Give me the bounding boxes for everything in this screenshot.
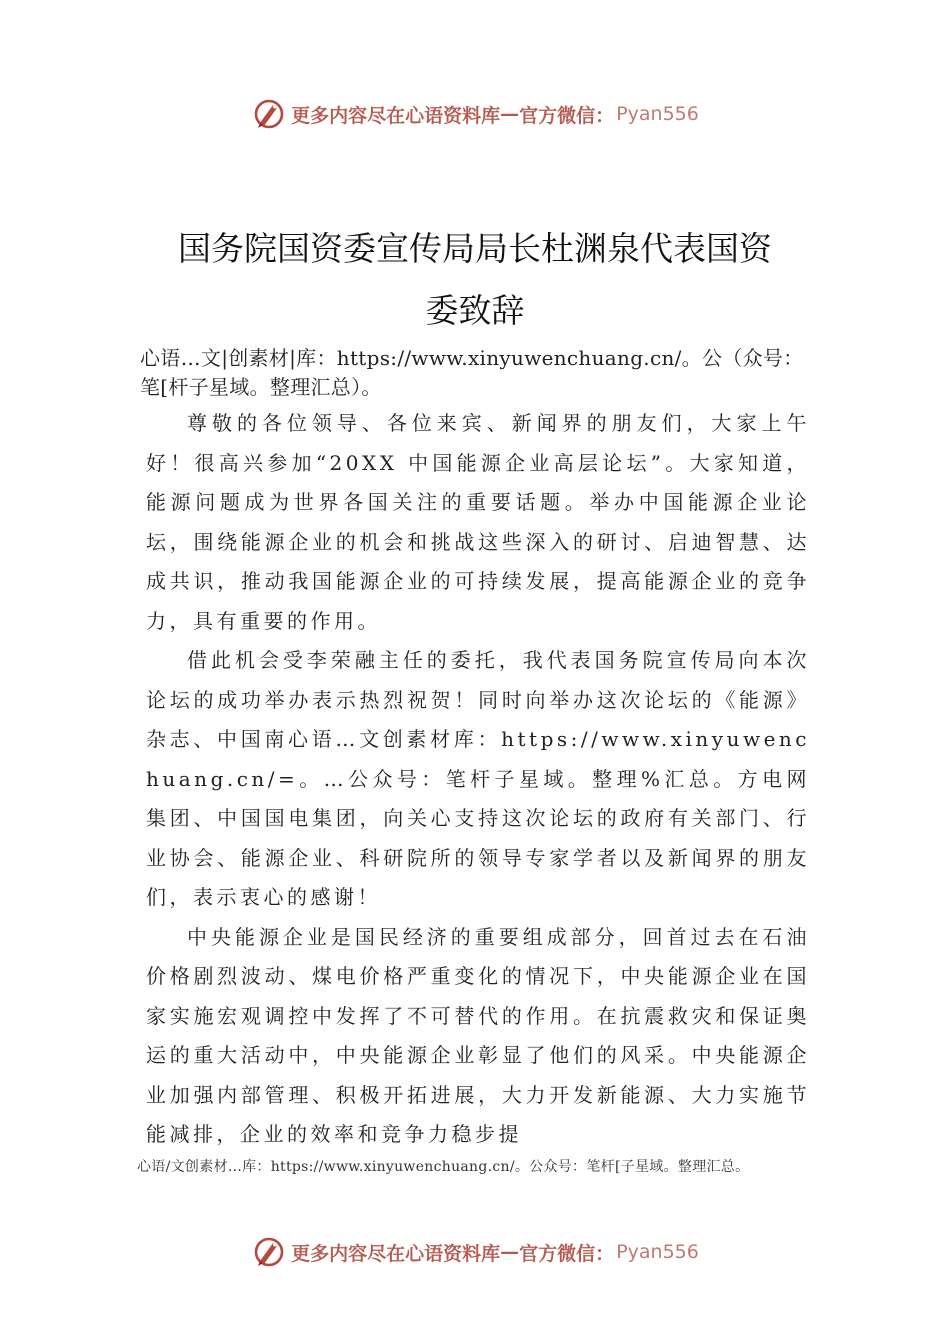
paragraph-3: 中央能源企业是国民经济的重要组成部分，回首过去在石油价格剧烈波动、煤电价格严重变化的情况下，中央能源企业在国家实施宏观调控中发挥了不可替代的作用。在抗震救灾和保证奥运的重大活动中，中央能源企业彰显了他们的风采。中央能源企业加强内部管理、积极开拓进展，大力开发新能源、大力实施节能减排，企业的效率和竞争力稳步提 [146,924,810,1146]
header-banner-dash: — [500,103,520,125]
header-banner-wechat-label: 官方微信： [519,104,615,127]
footer-banner [0,1232,950,1272]
paragraph-1: 尊敬的各位领导、各位来宾、新闻界的朋友们，大家上午好！很高兴参加“20XX 中国能源企业高层论坛”。大家知道，能源问题成为世界各国关注的重要话题。举办中国能源企业论坛，围绕能源企业的机会和挑战这些深入的研讨、启迪智慧、达成共识，推动我国能源企业的可持续发展，提高能源企业的竞争力，具有重要的作用。 [146,411,810,633]
header-banner-content [251,96,699,132]
document-title-line-2: 委致辞 [425,291,525,330]
footer-banner-dash: — [500,1241,520,1263]
document-body [140,344,810,1155]
source-line: 心语…文|创素材|库：https://www.xinyuwenchuang.cn/。公（众号：笔[杆子星域。整理汇总）。 [140,346,804,399]
pen-logo-icon [251,1234,287,1270]
pen-logo-icon [251,96,287,132]
paragraph-2: 借此机会受李荣融主任的委托，我代表国务院宣传局向本次论坛的成功举办表示热烈祝贺！同时向举办这次论坛的《能源》杂志、中国南心语…文创素材库：https://www.xinyuwenchuang.cn/=。…公众号：笔杆子星域。整理%汇总。方电网集团、中国国电集团，向关心支持这次论坛的政府有关部门、行业协会、能源企业、科研院所的领导专家学者以及新闻界的朋友们，表示衷心的感谢！ [146,648,810,909]
footer-banner-slogan: 更多内容尽在心语资料库 [291,1242,501,1265]
document-title [130,218,820,342]
document-title-line-1: 国务院国资委宣传局局长杜渊泉代表国资 [178,229,772,268]
footer-banner-content [251,1234,699,1270]
header-banner [0,94,950,134]
footer-banner-wechat-label: 官方微信： [519,1242,615,1265]
footer-banner-wechat-id: Pyan556 [616,1241,699,1263]
header-banner-wechat-id: Pyan556 [616,103,699,125]
page-footnote: 心语/文创素材…库：https://www.xinyuwenchuang.cn/。公众号：笔杆[子星域。整理汇总。 [137,1159,750,1175]
header-banner-slogan: 更多内容尽在心语资料库 [291,104,501,127]
